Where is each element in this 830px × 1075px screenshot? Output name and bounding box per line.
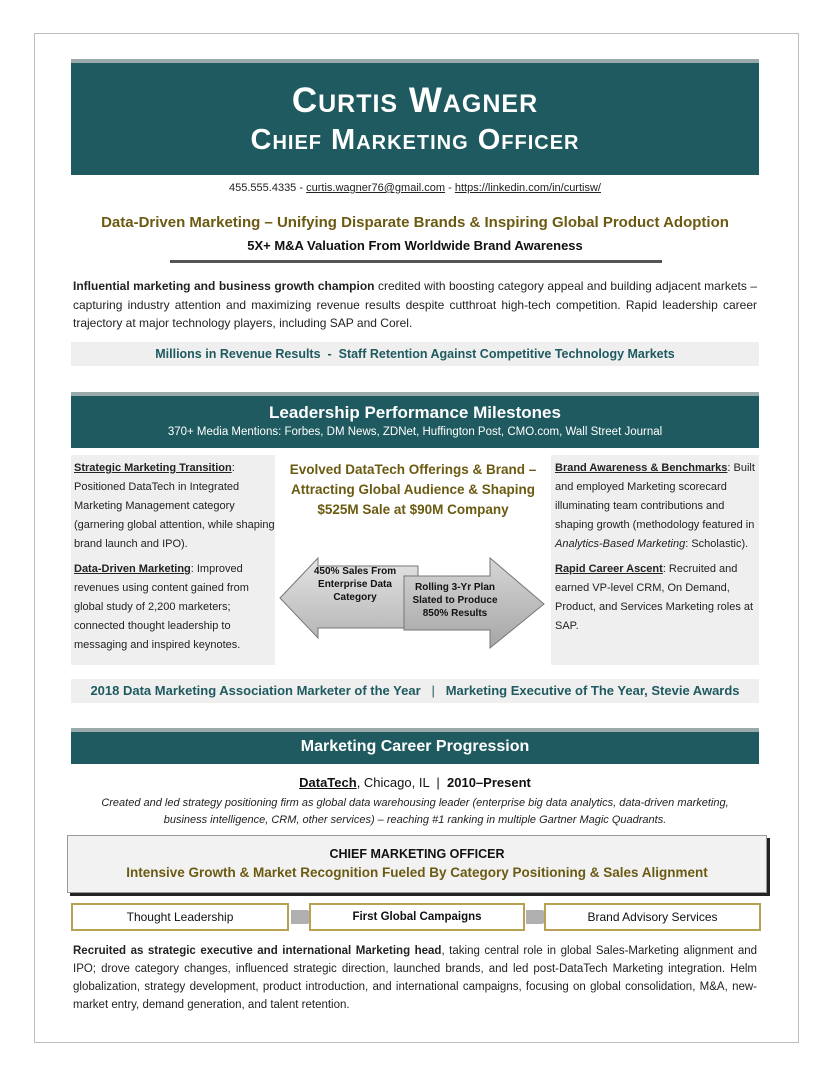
right-item-1-heading: Brand Awareness & Benchmarks xyxy=(555,462,728,474)
left-item-2 xyxy=(74,560,275,655)
award-right: Marketing Executive of The Year, Stevie Awards xyxy=(445,683,740,698)
career-title: Marketing Career Progression xyxy=(300,738,530,755)
summary-lead: Influential marketing and business growth champion xyxy=(73,279,375,293)
tagline-subheadline: 5X+ M&A Valuation From Worldwide Brand Awareness xyxy=(247,238,583,253)
job-description: Created and led strategy positioning firm as global data warehousing leader (enterprise big data analytics, data-driven marketing, business intelligence, CRM, other services) – reaching #1 ranking in multiple Gartner Magic Quadrants. xyxy=(101,797,729,826)
job-location: , Chicago, IL | xyxy=(356,775,448,790)
job-line xyxy=(71,775,759,790)
header-banner xyxy=(71,59,759,175)
left-item-1-text: : Positioned DataTech in Integrated Marketing Management category (garnering global attention, while shaping brand launch and IPO). xyxy=(74,462,275,550)
contact-line xyxy=(71,182,759,194)
role-detail-text: , taking central role in global Sales-Marketing alignment and IPO; drove category changes, influenced strategic direction, launched brands, and led post-DataTech Marketing integration. Helm globalization, strategy development, product introduction, and international campaigns, focusing on global consolidation, M&A, new-market entry, demand generation, and talent retention. xyxy=(73,945,758,1011)
career-banner xyxy=(71,728,759,764)
highlights-bar xyxy=(71,342,759,366)
right-item-2 xyxy=(555,560,759,636)
right-item-1 xyxy=(555,459,759,554)
award-divider: | xyxy=(431,683,435,698)
summary-text: credited with boosting category appeal and building adjacent markets – capturing industry attention and maximizing revenue results despite cutthroat high-tech competition. Rapid leadership career trajectory at major technology players, including SAP and Corel. xyxy=(73,279,758,330)
left-item-1 xyxy=(74,459,275,554)
milestones-center-title: Evolved DataTech Offerings & Brand – Attracting Global Audience & Shaping $525M Sale at $90M Company xyxy=(289,462,537,517)
pill-global-campaigns: First Global Campaigns xyxy=(309,903,525,931)
left-arrow-label: 450% Sales From Enterprise Data Category xyxy=(313,566,397,603)
right-arrow-label: Rolling 3-Yr Plan Slated to Produce 850% Results xyxy=(412,582,498,619)
pill-thought-leadership: Thought Leadership xyxy=(71,903,289,931)
right-item-1-text-after: : Scholastic). xyxy=(685,538,749,550)
milestones-right-column xyxy=(551,455,759,665)
highlights-text: Millions in Revenue Results - Staff Retention Against Competitive Technology Markets xyxy=(155,347,675,361)
milestones-title: Leadership Performance Milestones xyxy=(269,403,561,422)
contact-separator: - xyxy=(299,182,304,194)
role-subtitle: Intensive Growth & Market Recognition Fueled By Category Positioning & Sales Alignment xyxy=(126,865,708,880)
milestones-banner xyxy=(71,392,759,448)
email-link[interactable]: curtis.wagner76@gmail.com xyxy=(306,182,446,194)
pill-brand-advisory: Brand Advisory Services xyxy=(544,903,761,931)
right-item-1-text: : Built and employed Marketing scorecard illuminating team contributions and shaping growth (methodology featured in xyxy=(555,462,755,531)
role-detail-lead: Recruited as strategic executive and international Marketing head xyxy=(73,945,442,957)
linkedin-link[interactable]: https://linkedin.com/in/curtisw/ xyxy=(454,182,601,194)
milestones-subtitle: 370+ Media Mentions: Forbes, DM News, ZDNet, Huffington Post, CMO.com, Wall Street Journal xyxy=(167,426,663,438)
right-item-1-italic: Analytics-Based Marketing xyxy=(555,538,686,550)
summary-paragraph xyxy=(73,277,757,333)
role-box xyxy=(67,835,767,893)
left-item-2-heading: Data-Driven Marketing xyxy=(74,563,191,575)
contact-separator: - xyxy=(448,182,452,194)
left-item-1-heading: Strategic Marketing Transition xyxy=(74,462,232,474)
role-title: CHIEF MARKETING OFFICER xyxy=(329,847,505,861)
candidate-title: Chief Marketing Officer xyxy=(250,124,580,156)
left-item-2-text: : Improved revenues using content gained from global study of 2,200 marketers; connected thought leadership to messaging and inspired keynotes. xyxy=(74,563,249,651)
candidate-name: Curtis Wagner xyxy=(291,81,539,120)
right-item-2-text: : Recruited and earned VP-level CRM, On Demand, Product, and Services Marketing roles at SAP. xyxy=(555,563,754,632)
role-detail-paragraph xyxy=(73,942,757,1014)
awards-bar xyxy=(71,679,759,703)
award-left: 2018 Data Marketing Association Marketer of the Year xyxy=(90,683,421,698)
right-item-2-heading: Rapid Career Ascent xyxy=(555,563,663,575)
job-dates: 2010–Present xyxy=(447,775,531,790)
tagline-rule xyxy=(170,260,662,263)
phone: 455.555.4335 xyxy=(229,182,297,194)
milestones-left-column xyxy=(71,455,275,665)
company-name: DataTech xyxy=(299,775,357,790)
tagline-headline: Data-Driven Marketing – Unifying Disparate Brands & Inspiring Global Product Adoption xyxy=(101,214,729,231)
